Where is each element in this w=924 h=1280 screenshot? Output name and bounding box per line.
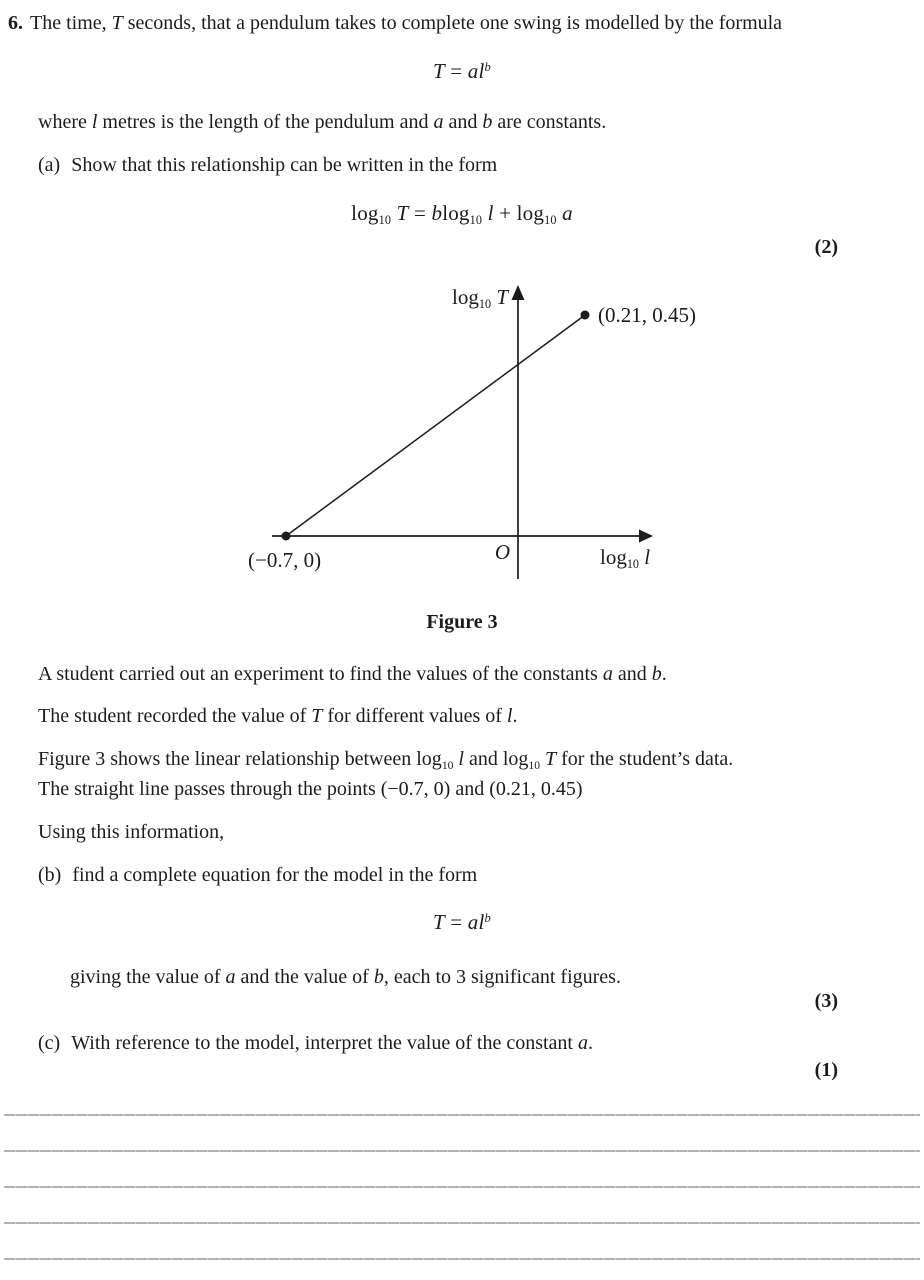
part-c-marks: (1): [814, 1059, 838, 1081]
answer-lines: [4, 1114, 920, 1280]
part-b-giving: giving the value of a and the value of b, each to 3 significant figures.: [70, 966, 621, 988]
point-1-label: (−0.7, 0): [248, 548, 322, 572]
where-clause: where l metres is the length of the pendulum and a and b are constants.: [38, 111, 607, 133]
paragraph-student: A student carried out an experiment to find the values of the constants a and b.: [38, 663, 667, 685]
answer-line: [4, 1150, 920, 1152]
model-formula-repeat: $T = al^b$: [432, 910, 492, 934]
part-a-text: Show that this relationship can be written in the form: [71, 154, 498, 176]
answer-line: [4, 1186, 920, 1188]
question-intro-text: The time, T seconds, that a pendulum takes to complete one swing is modelled by the formula: [30, 12, 783, 34]
part-a-label: (a): [38, 154, 61, 176]
paragraph-figure-line2: The straight line passes through the points (−0.7, 0) and (0.21, 0.45): [38, 778, 583, 800]
question-intro-row: [8, 11, 782, 36]
part-a-marks: (2): [814, 236, 838, 258]
part-a-row: [38, 153, 497, 178]
part-c-text: With reference to the model, interpret the value of the constant a.: [71, 1032, 593, 1054]
part-b-text: find a complete equation for the model in the form: [72, 864, 478, 886]
part-c-label: (c): [38, 1032, 61, 1054]
part-c-row: [38, 1031, 593, 1056]
answer-line: [4, 1258, 920, 1260]
answer-line: [4, 1114, 920, 1116]
figure-plot: [240, 282, 720, 600]
part-b-marks: (3): [814, 990, 838, 1012]
paragraph-figure-line1: Figure 3 shows the linear relationship between log10 l and log10 T for the student’s data.: [38, 748, 734, 772]
data-point-1: [282, 532, 291, 541]
y-axis-label: log10 T: [452, 285, 508, 312]
origin-label: O: [494, 540, 510, 564]
paragraph-using: Using this information,: [38, 821, 225, 843]
x-axis-label: log10 l: [600, 545, 651, 572]
y-axis-arrow-icon: [512, 285, 525, 300]
paragraph-recorded: The student recorded the value of T for different values of l.: [38, 705, 518, 727]
data-line: [286, 315, 585, 536]
point-2-label: (0.21, 0.45): [598, 303, 696, 327]
data-point-2: [581, 311, 590, 320]
x-axis-arrow-icon: [639, 530, 653, 543]
model-formula: $T = al^b$: [432, 59, 492, 83]
part-b-label: (b): [38, 864, 62, 886]
part-b-row: [38, 863, 477, 888]
answer-line: [4, 1222, 920, 1224]
question-number: 6.: [8, 12, 23, 34]
log-linear-formula: log10 T = blog10 l + log10 a: [351, 201, 573, 228]
figure-caption: Figure 3: [426, 611, 498, 633]
